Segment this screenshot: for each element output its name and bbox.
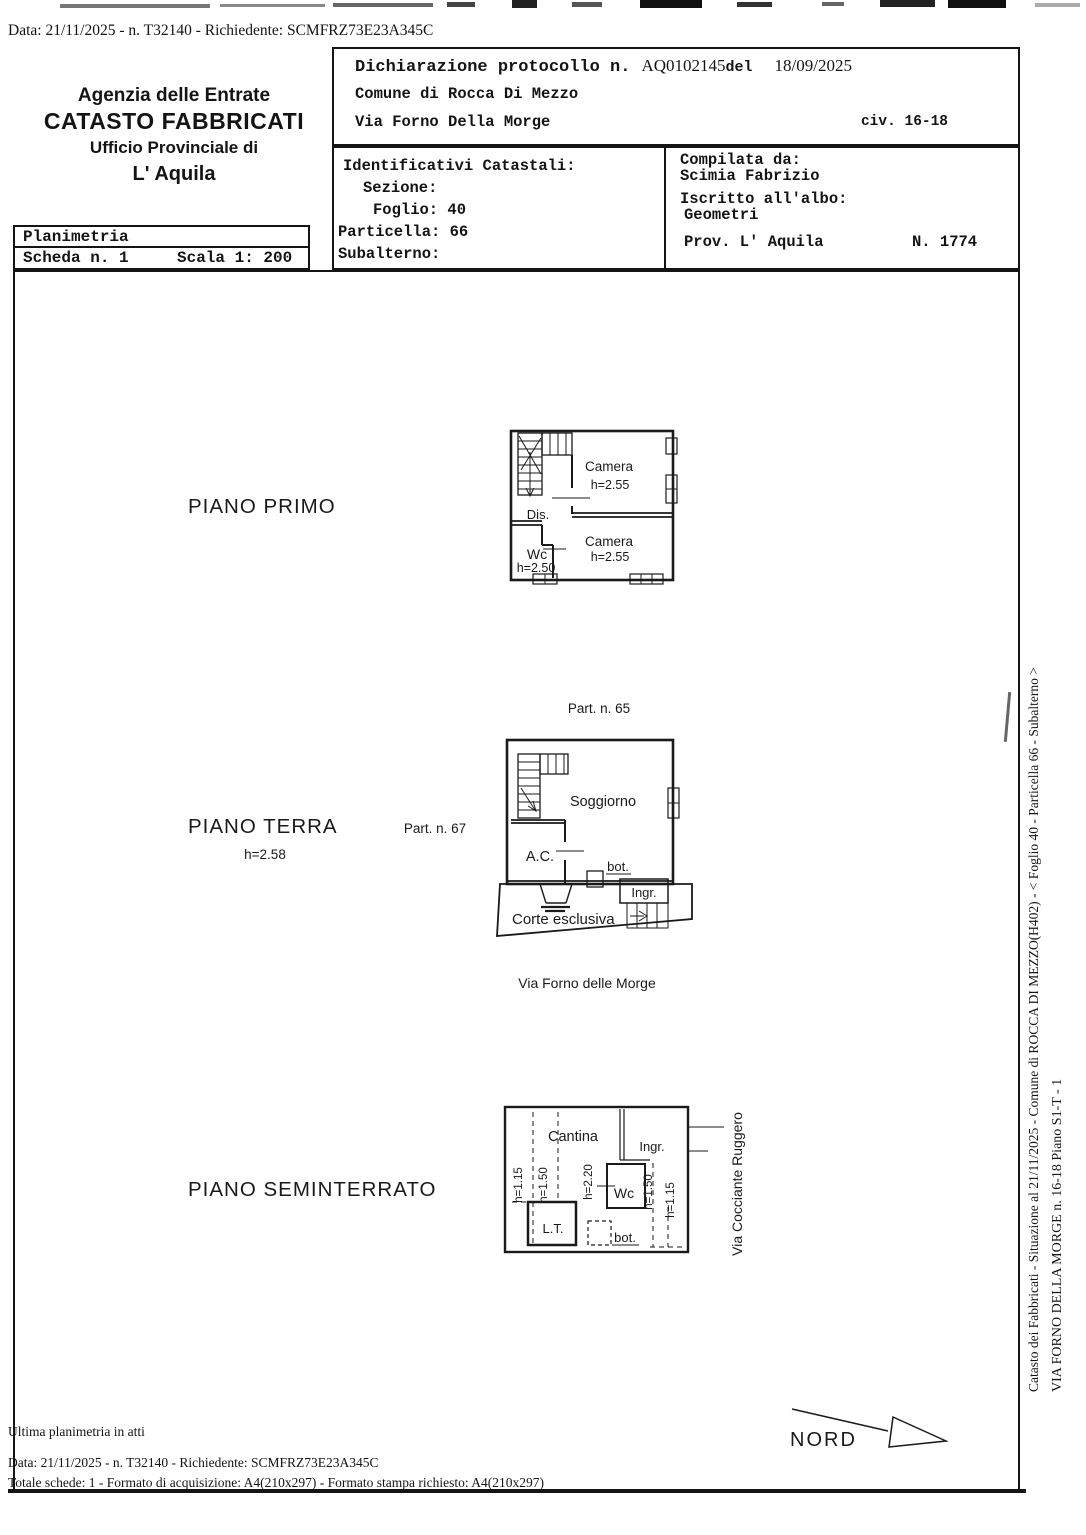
sidebar-caption-line2: VIA FORNO DELLA MORGE n. 16-18 Piano S1-T - 1 [1050, 1078, 1065, 1392]
protocol-date: 18/09/2025 [774, 56, 852, 75]
part-67-label: Part. n. 67 [403, 821, 467, 836]
primo-camera1-label: Camera [584, 459, 634, 474]
identificativi-title: Identificativi Catastali: [343, 157, 576, 175]
comune-line: Comune di Rocca Di Mezzo [355, 85, 579, 103]
protocol-number: AQ0102145 [641, 56, 726, 75]
terra-stair-upper-treads [548, 754, 564, 774]
catasto-title: CATASTO FABBRICATI [43, 108, 305, 134]
prov-line: Prov. L' Aquila [684, 233, 824, 251]
semi-h220: h=2.20 [583, 1164, 595, 1200]
primo-stair-upper-run [542, 433, 572, 455]
scheda-label: Scheda n. 1 [23, 249, 129, 267]
planimetria-label: Planimetria [23, 228, 129, 246]
subalterno-field: Subalterno: [338, 245, 441, 263]
north-arrow-head [889, 1417, 946, 1447]
terra-bot-label: bot. [607, 859, 629, 874]
floorplan-piano-terra [188, 701, 692, 991]
semi-h150-left: h=1.50 [538, 1167, 550, 1203]
primo-stair-upper-treads [550, 433, 566, 455]
primo-wc-height: h=2.50 [516, 561, 556, 575]
primo-wc-label: Wc [526, 546, 548, 562]
primo-camera2-height: h=2.55 [590, 550, 630, 564]
semi-lt-label: L.T. [542, 1221, 564, 1236]
semi-h115-right: h=1.15 [665, 1182, 677, 1218]
north-arrow [790, 1409, 946, 1451]
floorplan-piano-primo [188, 431, 677, 584]
primo-wall-between-camere [572, 513, 673, 517]
protocol-del: del [725, 59, 753, 76]
footer-request-line: Data: 21/11/2025 - n. T32140 - Richiedente: SCMFRZ73E23A345C [8, 1455, 379, 1470]
part-65-label: Part. n. 65 [567, 701, 631, 716]
albo-number: N. 1774 [912, 233, 978, 251]
floorplan-piano-seminterrato [188, 1107, 745, 1256]
primo-camera1-height: h=2.55 [590, 478, 630, 492]
civ-number: civ. 16-18 [860, 114, 948, 130]
albo-value: Geometri [684, 206, 759, 224]
compilata-name: Scimia Fabrizio [680, 167, 820, 185]
albo-label: Iscritto all'albo: [680, 190, 848, 208]
particella-field: Particella: 66 [338, 223, 469, 241]
request-header-line: Data: 21/11/2025 - n. T32140 - Richiedente: SCMFRZ73E23A345C [8, 22, 434, 39]
north-arrow-line [792, 1409, 888, 1431]
terra-soggiorno-label: Soggiorno [569, 794, 637, 810]
office-line: Ufficio Provinciale di [89, 138, 259, 157]
via-forno-delle-morge-label: Via Forno delle Morge [518, 975, 656, 991]
terra-stair-treads [518, 762, 540, 810]
piano-terra-height: h=2.58 [244, 847, 286, 862]
primo-dis-label: Dis. [526, 507, 550, 522]
terra-wall-ac-top [511, 820, 565, 823]
via-cocciante-ruggero-label: Via Cocciante Ruggero [729, 1112, 745, 1256]
north-label: NORD [790, 1429, 857, 1451]
footer-ultima-line: Ultima planimetria in atti [8, 1424, 145, 1439]
semi-h150-right: h=1.50 [643, 1174, 655, 1210]
semi-cantina-label: Cantina [548, 1129, 598, 1145]
terra-ingr-label: Ingr. [631, 885, 657, 900]
semi-bot-label: bot. [614, 1230, 636, 1245]
sezione-field: Sezione: [363, 179, 438, 197]
semi-ingr-label: Ingr. [639, 1139, 665, 1154]
primo-camera2-label: Camera [584, 534, 634, 549]
piano-seminterrato-title: PIANO SEMINTERRATO [188, 1178, 437, 1201]
province-line: L' Aquila [132, 163, 216, 185]
piano-terra-title: PIANO TERRA [188, 815, 338, 838]
piano-primo-title: PIANO PRIMO [188, 495, 336, 518]
terra-ac-label: A.C. [525, 849, 555, 865]
terra-court-stair-arrow [630, 911, 647, 921]
semi-street-access [688, 1127, 724, 1151]
terra-stair-arrow [521, 788, 536, 811]
agency-name: Agenzia delle Entrate [77, 85, 271, 106]
compilata-label: Compilata da: [680, 151, 801, 169]
terra-corte-label: Corte esclusiva [512, 911, 615, 928]
sidebar-caption-line1: Catasto dei Fabbricati - Situazione al 21/11/2025 - Comune di ROCCA DI MEZZO(H402) - < Foglio 40 - Particella 66 - Subalterno > [1026, 667, 1041, 1392]
street-line: Via Forno Della Morge [355, 113, 551, 131]
semi-wc-label: Wc [613, 1185, 635, 1201]
semi-bot-box [588, 1221, 611, 1245]
terra-funnel [540, 884, 572, 903]
primo-window-right-top [666, 438, 677, 454]
scala-label: Scala 1: 200 [177, 249, 293, 267]
primo-stair-arrow [526, 452, 534, 496]
semi-h115-left: h=1.15 [513, 1167, 525, 1203]
footer-totale-line: Totale schede: 1 - Formato di acquisizione: A4(210x297) - Formato stampa richiesto: A4(210x297) [8, 1475, 544, 1490]
protocol-label: Dichiarazione protocollo n. [355, 58, 631, 77]
foglio-field: Foglio: 40 [373, 201, 467, 219]
